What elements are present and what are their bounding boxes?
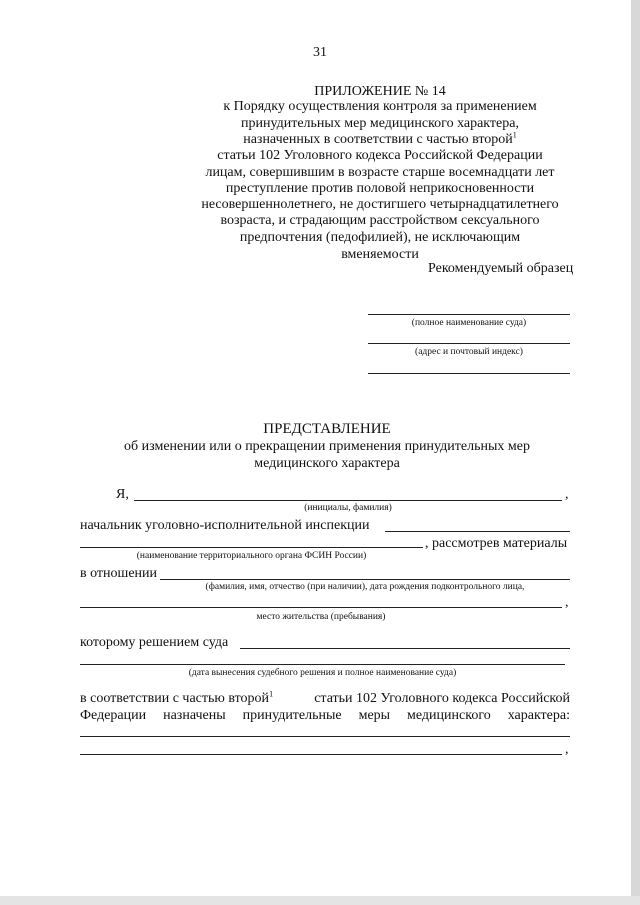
document-title: ПРЕДСТАВЛЕНИЕ [263, 421, 391, 437]
regarding-label: в отношении [80, 566, 158, 581]
appendix-line-3-text: назначенных в соответствии с частью второй [243, 132, 513, 147]
appendix-title: ПРИЛОЖЕНИЕ № 14 [314, 84, 446, 99]
paragraph-line-1 [80, 690, 570, 707]
court-decision-line [240, 648, 570, 649]
fsin-caption: (наименование территориального органа ФСИН России) [136, 551, 367, 561]
appendix-line-3 [200, 131, 560, 148]
court-extra-line [368, 373, 570, 374]
paragraph-line-1-a [80, 690, 273, 707]
appendix-line-2: принудительных мер медицинского характера, [241, 116, 519, 131]
scan-edge-bottom [0, 896, 640, 905]
footnote-mark: 1 [512, 130, 517, 140]
paragraph-line-1-b: статьи 102 Уголовного кодекса Российской [314, 691, 570, 706]
inspection-line [385, 531, 570, 532]
document-subtitle-2: медицинского характера [254, 456, 400, 471]
paragraph-text-a: в соответствии с частью второй [80, 691, 270, 706]
residence-line [80, 607, 562, 608]
measures-line-1 [80, 736, 570, 737]
comma-2: , [565, 595, 569, 610]
court-name-caption: (полное наименование суда) [411, 318, 527, 328]
scan-edge [631, 0, 640, 905]
initials-caption: (инициалы, фамилия) [304, 503, 392, 513]
comma-1: , [565, 487, 569, 502]
appendix-line-9: предпочтения (педофилией), не исключающим вменяемости [239, 230, 521, 262]
court-address-line [368, 343, 570, 344]
fsin-line [80, 547, 423, 548]
comma-3: , [565, 742, 569, 757]
appendix-line-7: несовершеннолетнего, не достигшего четырнадцатилетнего [201, 197, 559, 212]
appendix-line-1: к Порядку осуществления контроля за применением [223, 99, 537, 114]
initials-line [134, 500, 562, 501]
appendix-line-4: статьи 102 Уголовного кодекса Российской Федерации [217, 148, 543, 163]
decision-line [80, 664, 565, 665]
reviewed-label: , рассмотрев материалы [425, 536, 568, 551]
measures-line-2 [80, 754, 562, 755]
appendix-line-8: возраста, и страдающим расстройством сексуального [220, 213, 540, 228]
paragraph-line-2: Федерации назначены принудительные меры медицинского характера: [80, 708, 570, 723]
court-name-line [368, 314, 570, 315]
residence-caption: место жительства (пребывания) [256, 612, 386, 622]
decision-caption: (дата вынесения судебного решения и полное наименование суда) [188, 668, 457, 678]
appendix-line-6: преступление против половой неприкосновенности [225, 181, 535, 196]
document-subtitle-1: об изменении или о прекращении применения принудительных мер [124, 439, 530, 454]
sample-label: Рекомендуемый образец [428, 261, 574, 276]
footnote-mark-2: 1 [269, 689, 274, 699]
person-caption: (фамилия, имя, отчество (при наличии), дата рождения подконтрольного лица, [205, 582, 525, 592]
court-decision-label: которому решением суда [80, 635, 229, 650]
head-label: начальник уголовно-исполнительной инспекции [80, 518, 370, 533]
page-number: 31 [313, 45, 327, 60]
ya-label: Я, [116, 487, 129, 502]
court-address-caption: (адрес и почтовый индекс) [415, 347, 523, 357]
appendix-line-5: лицам, совершившим в возрасте старше восемнадцати лет [205, 165, 555, 180]
person-line [160, 579, 570, 580]
